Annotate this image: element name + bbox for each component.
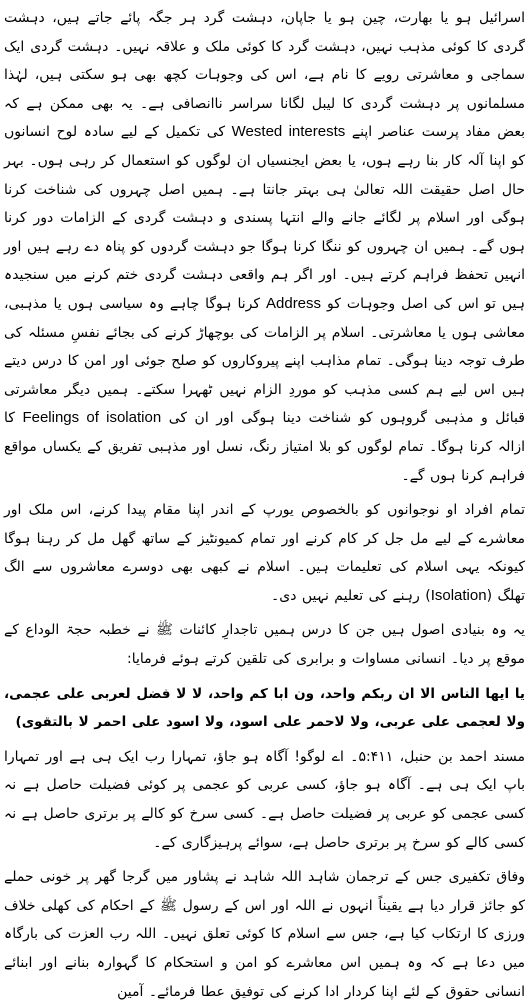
paragraph-hajj-sermon-intro [4, 616, 525, 673]
english-term: Address [266, 294, 322, 312]
paragraph-text: یہ وہ بنیادی اصول ہیں جن کا درس ہمیں تاجدارِ کائنات ﷺ نے خطبہ حجۃ الوداع کے موقع پر دیا۔ انسانی مساوات و برابری کی تلقین کرتے ہوئے فرمایا: [4, 622, 525, 668]
paragraph-text: کی تکمیل کے لیے سادہ لوح انسانوں کو اپنا آلہ کار بنا رہے ہوں، یا بعض ایجنسیاں ان لوگوں کو استعمال کر رہی ہوں۔ بہر حال اصل حقیقت اللہ تعالیٰ ہی بہتر جانتا ہے۔ ہمیں اصل چہروں کی شناخت کرنا ہوگی اور اسلام پر لگائے جانے والے انتہا پسندی و دہشت گردی کے الزامات دور کرنا ہوں گے۔ ہمیں ان چہروں کو ننگا کرنا ہوگا جو دہشت گردوں کو پناہ دے رہے ہیں اور انہیں تحفظ فراہم کرتے ہیں۔ اور اگر ہم واقعی دہشت گردی ختم کرنے میں سنجیدہ ہیں تو اس کی اصل وجوہات کو [4, 124, 525, 312]
paragraph-text: مسند احمد بن حنبل، ۵:۴۱۱۔ اے لوگو! آگاہ ہو جاؤ، تمہارا رب ایک ہی ہے اور تمہارا باپ ایک ہی ہے۔ آگاہ ہو جاؤ، کسی عربی کو عجمی پر کوئی فضیلت حاصل ہے نہ کسی عجمی کو عربی پر فضیلت حاصل ہے۔ کسی سرخ کو کالے پر برتری حاصل ہے نہ کسی کالے کو سرخ پر برتری حاصل ہے، سوائے پرہیزگاری کے۔ [4, 748, 525, 851]
paragraph-hadith-translation [4, 743, 525, 857]
paragraph-integration [4, 496, 525, 610]
paragraph-terrorism-causes [4, 4, 525, 490]
english-term: Isolation [430, 586, 487, 604]
english-term: Feelings of isolation [22, 409, 162, 427]
paragraph-text: ) رہنے کی تعلیم نہیں دی۔ [271, 587, 431, 604]
paragraph-arabic-hadith [4, 680, 525, 737]
paragraph-conclusion [4, 863, 525, 1006]
paragraph-text: وفاق تکفیری جس کے ترجمان شاہد اللہ شاہد نے پشاور میں گرجا گھر پر خونی حملے کو جائز قرار دیا ہے یقیناً انہوں نے اللہ اور اس کے رسول ﷺ کے احکام کی کھلی خلاف ورزی کا ارتکاب کیا ہے، جس سے اسلام کا کوئی تعلق نہیں۔ اللہ رب العزت کی بارگاہ میں دعا ہے کہ وہ ہمیں اس معاشرے کو امن و استحکام کا گہوارہ بنانے اور ابنائے انسانی حقوق کے لئے اپنا کردار ادا کرنے کی توفیق عطا فرمائے۔ آمین [4, 869, 525, 1000]
paragraph-text: اسرائیل ہو یا بھارت، چین ہو یا جاپان، دہشت گرد ہر جگہ پائے جاتے ہیں، دہشت گردی کا کوئی مذہب نہیں، دہشت گرد کا کوئی ملک و علاقہ نہیں۔ دہشت گردی ایک سماجی و معاشرتی رویے کا نام ہے، اس کی وجوہات کچھ بھی ہو سکتی ہیں، لہٰذا مسلمانوں پر دہشت گردی کا لیبل لگانا سراسر ناانصافی ہے۔ یہ بھی ممکن ہے کہ بعض مفاد پرست عناصر اپنے [4, 10, 526, 141]
paragraph-text: کا ازالہ کرنا ہوگا۔ تمام لوگوں کو بلا امتیاز رنگ، نسل اور مذہبی تفریق کے یکساں مواقع فراہم کرنا ہوں گے۔ [4, 410, 525, 484]
paragraph-text: کرنا ہوگا چاہے وہ سیاسی ہوں یا مذہبی، معاشی ہوں یا معاشرتی۔ اسلام پر الزامات کی بوچھاڑ کرنے کی بجائے نفسِ مسئلہ کی طرف توجہ دینا ہوگی۔ تمام مذاہب اپنے پیروکاروں کو صلح جوئی اور امن کا درس دیتے ہیں اس لیے ہم کسی مذہب کو موردِ الزام نہیں ٹھہرا سکتے۔ ہمیں دیگر معاشرتی قبائل و مذہبی گروہوں کو شناخت دینا ہوگی اور ان کی [4, 295, 525, 427]
english-term: Wested interests [231, 123, 346, 141]
paragraph-text: تمام افراد او نوجوانوں کو بالخصوص یورپ کے اندر اپنا مقام پیدا کرنے، اس ملک اور معاشرے کے لیے مل جل کر کام کرنے اور تمام کمیونٹیز کے ساتھ گھل مل کر رہنا ہوگا کیونکہ یہی اسلام کی تعلیمات ہیں۔ اسلام نے کبھی بھی دوسرے معاشروں سے الگ تھلگ ( [4, 502, 525, 604]
paragraph-text: یا ایھا الناس الا ان ربکم واحد، ون ابا کم واحد، لا لا فضل لعربی علی عجمی، ولا لعجمی علی عربی، ولا لاحمر علی اسود، ولا اسود علی احمر لا بالتقوی) [4, 685, 525, 731]
article-body [4, 4, 526, 1000]
